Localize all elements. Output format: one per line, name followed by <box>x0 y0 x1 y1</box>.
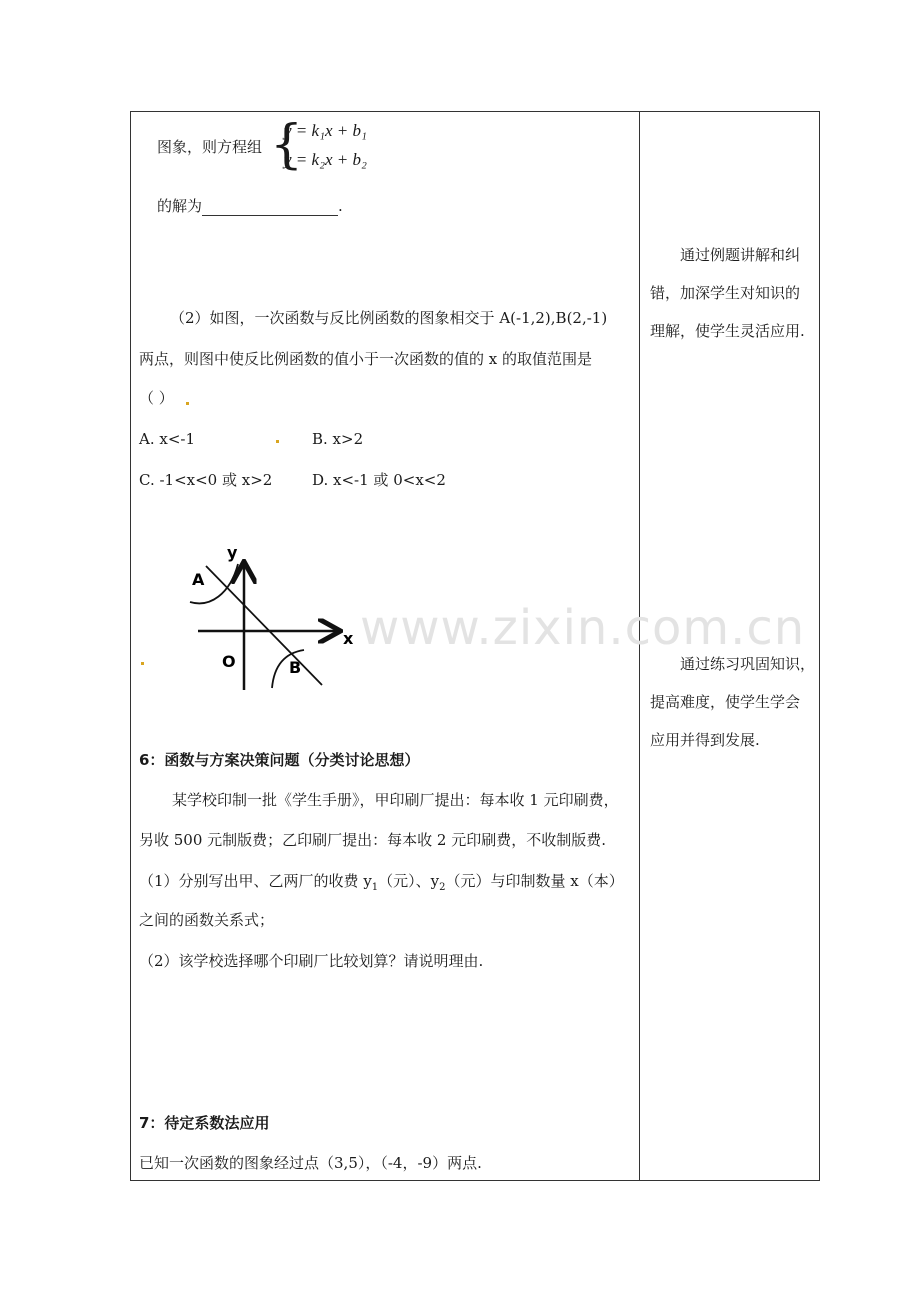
q1-answer <box>157 196 343 216</box>
option-c: C. -1<x<0 或 x>2 <box>139 471 273 489</box>
section6-p3-c: （元）与印制数量 x（本） <box>445 872 624 890</box>
section6-p3-a: （1）分别写出甲、乙两厂的收费 y <box>139 872 372 890</box>
speck <box>141 662 144 665</box>
origin-label: O <box>222 652 236 671</box>
section6-p1: 某学校印制一批《学生手册》，甲印刷厂提出：每本收 1 元印刷费， <box>172 791 619 809</box>
section6-p2: 另收 500 元制版费；乙印刷厂提出：每本收 2 元印刷费，不收制版费. <box>139 831 607 849</box>
point-b-label: B <box>289 658 302 677</box>
equation-2: y = k₂x + b₂ <box>284 150 367 169</box>
option-b: B. x>2 <box>312 430 364 448</box>
note1-line2: 错，加深学生对知识的 <box>650 284 801 302</box>
section6-p4: 之间的函数关系式； <box>139 911 275 929</box>
speck <box>276 440 279 443</box>
equation-1: y = k₁x + b₁ <box>284 121 367 140</box>
x-label: x <box>343 629 354 648</box>
speck <box>186 402 189 405</box>
q1-prefix: 图象，则方程组 <box>157 138 263 156</box>
section7-title: 7：待定系数法应用 <box>139 1114 270 1132</box>
note2-line2: 提高难度，使学生学会 <box>650 693 801 711</box>
subscript-1: 1 <box>371 882 379 893</box>
sidebar-note-1 <box>650 236 815 350</box>
note1-line3: 理解，使学生灵活应用. <box>650 322 805 340</box>
function-graph <box>180 540 370 700</box>
subscript-2: 2 <box>439 882 446 893</box>
q1-answer-period: . <box>338 197 343 215</box>
q2-line2: 两点，则图中使反比例函数的值小于一次函数的值的 x 的取值范围是 <box>139 350 592 368</box>
note2-line1: 通过练习巩固知识， <box>680 655 816 673</box>
section6-p5: （2）该学校选择哪个印刷厂比较划算？请说明理由. <box>139 952 484 970</box>
point-a-label: A <box>192 570 205 589</box>
section7-p1: 已知一次函数的图象经过点（3,5），（-4，-9）两点. <box>139 1154 482 1172</box>
sidebar-note-2 <box>650 645 815 759</box>
q2-line1: （2）如图，一次函数与反比例函数的图象相交于 A(-1,2),B(2,-1) <box>170 309 608 327</box>
section6-p3-b: （元）、y <box>378 872 440 890</box>
brace: { <box>270 115 304 175</box>
q2-line3: （ ） <box>139 389 174 407</box>
q1-answer-label: 的解为 <box>157 197 203 215</box>
note2-line3: 应用并得到发展. <box>650 731 760 749</box>
section6-p3 <box>139 871 624 898</box>
option-d: D. x<-1 或 0<x<2 <box>312 471 446 489</box>
section6-title: 6：函数与方案决策问题（分类讨论思想） <box>139 751 420 769</box>
y-label: y <box>227 543 238 562</box>
answer-blank <box>202 201 338 216</box>
watermark: www.zixin.com.cn <box>360 600 806 656</box>
note1-line1: 通过例题讲解和纠 <box>680 246 801 264</box>
option-a: A. x<-1 <box>139 430 196 448</box>
